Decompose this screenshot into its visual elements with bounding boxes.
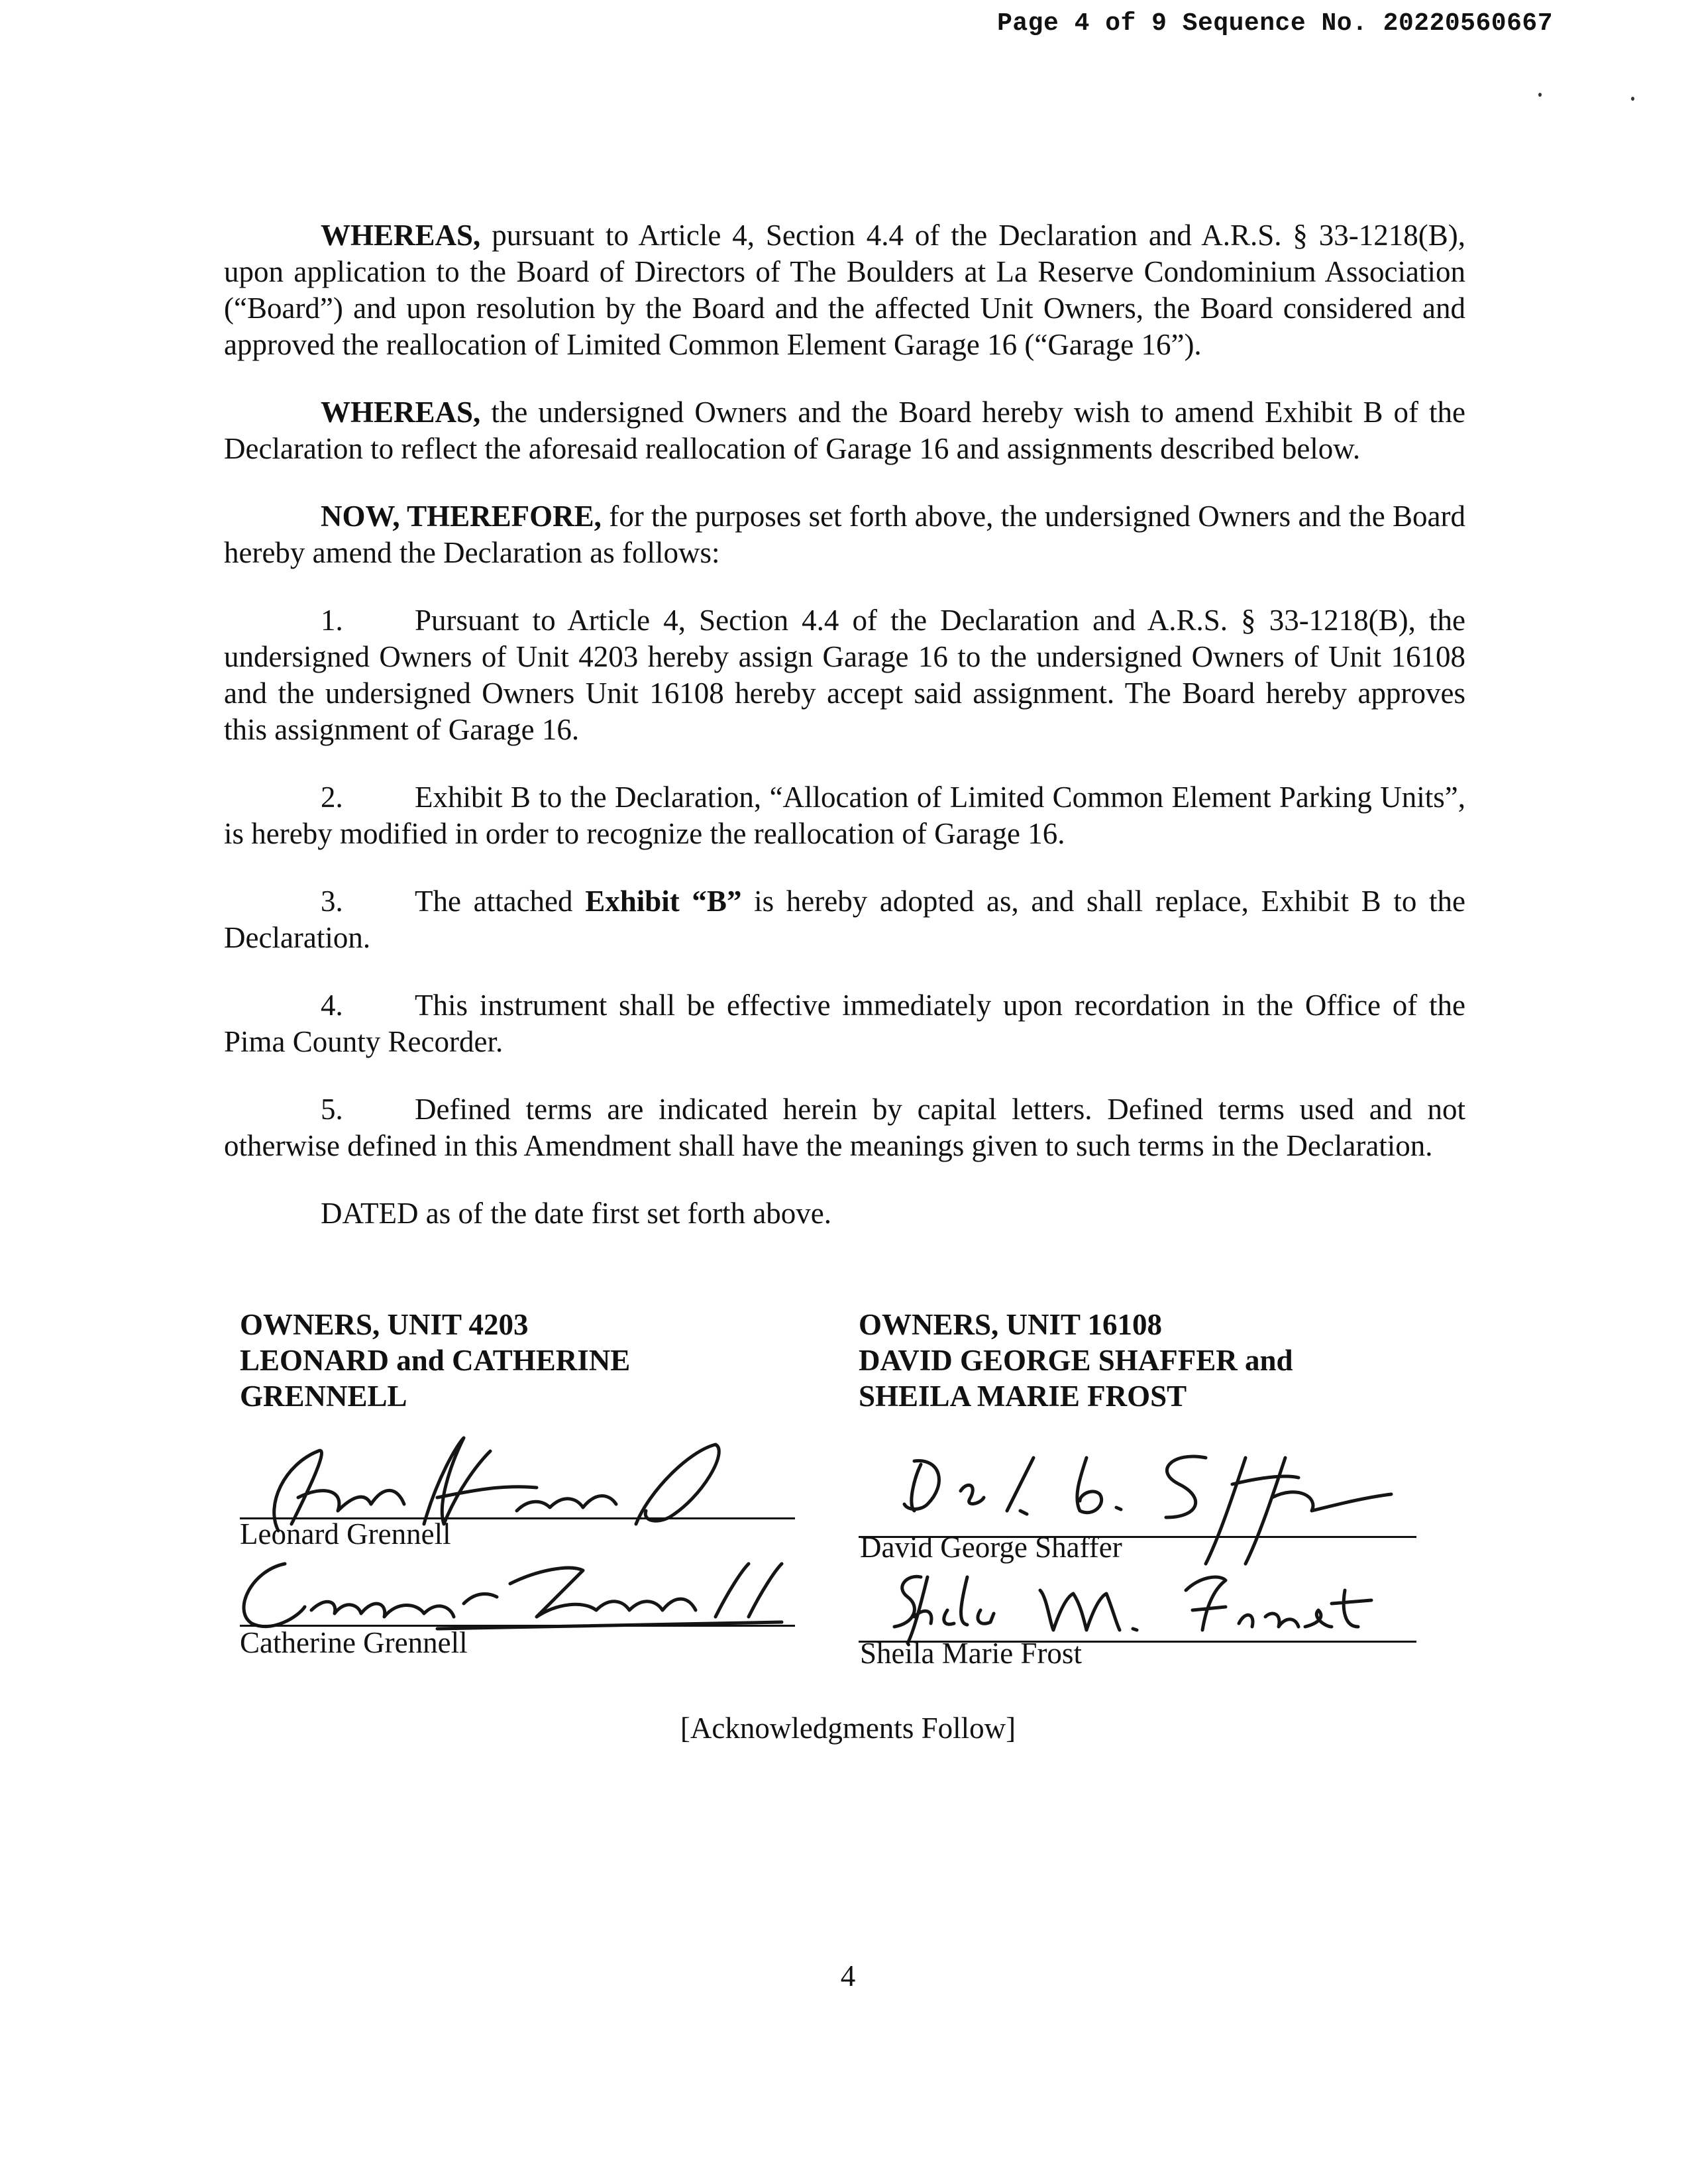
whereas-lead: WHEREAS, bbox=[321, 219, 481, 252]
item-text: Defined terms are indicated herein by capital letters. Defined terms used and not otherwise defined in this Amendment shall have the meanings given to such terms in the Declaration. bbox=[224, 1093, 1465, 1162]
signer-name-sheila: Sheila Marie Frost bbox=[860, 1637, 1082, 1670]
recording-header: Page 4 of 9 Sequence No. 20220560667 bbox=[997, 9, 1553, 38]
item-text: is hereby adopted as, and shall replace, Exhibit B to the Declaration. bbox=[224, 885, 1466, 954]
exhibit-reference: Exhibit “B” bbox=[585, 885, 742, 918]
now-therefore-lead: NOW, THEREFORE, bbox=[321, 500, 602, 533]
whereas-paragraph-1 bbox=[224, 217, 1465, 363]
paragraph-text: pursuant to Article 4, Section 4.4 of the Declaration and A.R.S. § 33-1218(B), upon application to the Board of Directors of The Boulders at La Reserve Condominium Association (“Board”) and upon resolution by the Board and the affected Unit Owners, the Board considered and approved the reallocation of Limited Common Element Garage 16 (“Garage 16”). bbox=[224, 219, 1465, 361]
owners-unit-4203-heading bbox=[240, 1307, 810, 1414]
owners-unit-label: OWNERS, UNIT 4203 bbox=[240, 1308, 529, 1341]
signer-name-catherine: Catherine Grennell bbox=[240, 1626, 468, 1659]
whereas-lead: WHEREAS, bbox=[321, 396, 481, 429]
numbered-item-5 bbox=[224, 1091, 1465, 1164]
owners-unit-label: OWNERS, UNIT 16108 bbox=[859, 1308, 1162, 1341]
now-therefore-paragraph bbox=[224, 498, 1465, 571]
item-text: This instrument shall be effective immediately upon recordation in the Office of the Pima County Recorder. bbox=[224, 989, 1465, 1058]
item-number: 1. bbox=[321, 604, 343, 637]
signer-name-david: David George Shaffer bbox=[860, 1531, 1122, 1564]
owners-names-line: SHEILA MARIE FROST bbox=[859, 1380, 1187, 1413]
item-number: 5. bbox=[321, 1093, 343, 1126]
owners-names-line: GRENNELL bbox=[240, 1380, 407, 1413]
whereas-paragraph-2 bbox=[224, 394, 1465, 467]
acknowledgments-note: [Acknowledgments Follow] bbox=[680, 1712, 1016, 1745]
item-number: 4. bbox=[321, 989, 343, 1022]
item-number: 3. bbox=[321, 885, 343, 918]
item-number: 2. bbox=[321, 781, 343, 814]
scan-speck bbox=[1631, 97, 1634, 101]
numbered-item-2 bbox=[224, 779, 1465, 852]
document-body bbox=[224, 217, 1465, 1263]
signer-name-leonard: Leonard Grennell bbox=[240, 1517, 451, 1551]
numbered-item-1 bbox=[224, 602, 1465, 748]
numbered-item-4 bbox=[224, 987, 1465, 1060]
item-text: Pursuant to Article 4, Section 4.4 of the Declaration and A.R.S. § 33-1218(B), the undersigned Owners of Unit 4203 hereby assign Garage 16 to the undersigned Owners of Unit 16108 and the undersigned Owners Unit 16108 hereby accept said assignment. The Board hereby approves this assignment of Garage 16. bbox=[224, 604, 1465, 746]
item-text: The attached bbox=[415, 885, 586, 918]
owners-names-line: LEONARD and CATHERINE bbox=[240, 1344, 631, 1377]
dated-line: DATED as of the date first set forth above. bbox=[321, 1197, 832, 1230]
owners-names-line: DAVID GEORGE SHAFFER and bbox=[859, 1344, 1293, 1377]
numbered-item-3 bbox=[224, 883, 1465, 956]
item-text: Exhibit B to the Declaration, “Allocation of Limited Common Element Parking Units”, is hereby modified in order to recognize the reallocation of Garage 16. bbox=[224, 781, 1465, 850]
owners-unit-16108-heading bbox=[859, 1307, 1442, 1414]
page-number: 4 bbox=[840, 1959, 856, 1993]
paragraph-text: for the purposes set forth above, the undersigned Owners and the Board hereby amend the Declaration as follows: bbox=[224, 500, 1465, 569]
scan-speck bbox=[1538, 93, 1542, 97]
paragraph-text: the undersigned Owners and the Board hereby wish to amend Exhibit B of the Declaration to reflect the aforesaid reallocation of Garage 16 and assignments described below. bbox=[224, 396, 1465, 465]
